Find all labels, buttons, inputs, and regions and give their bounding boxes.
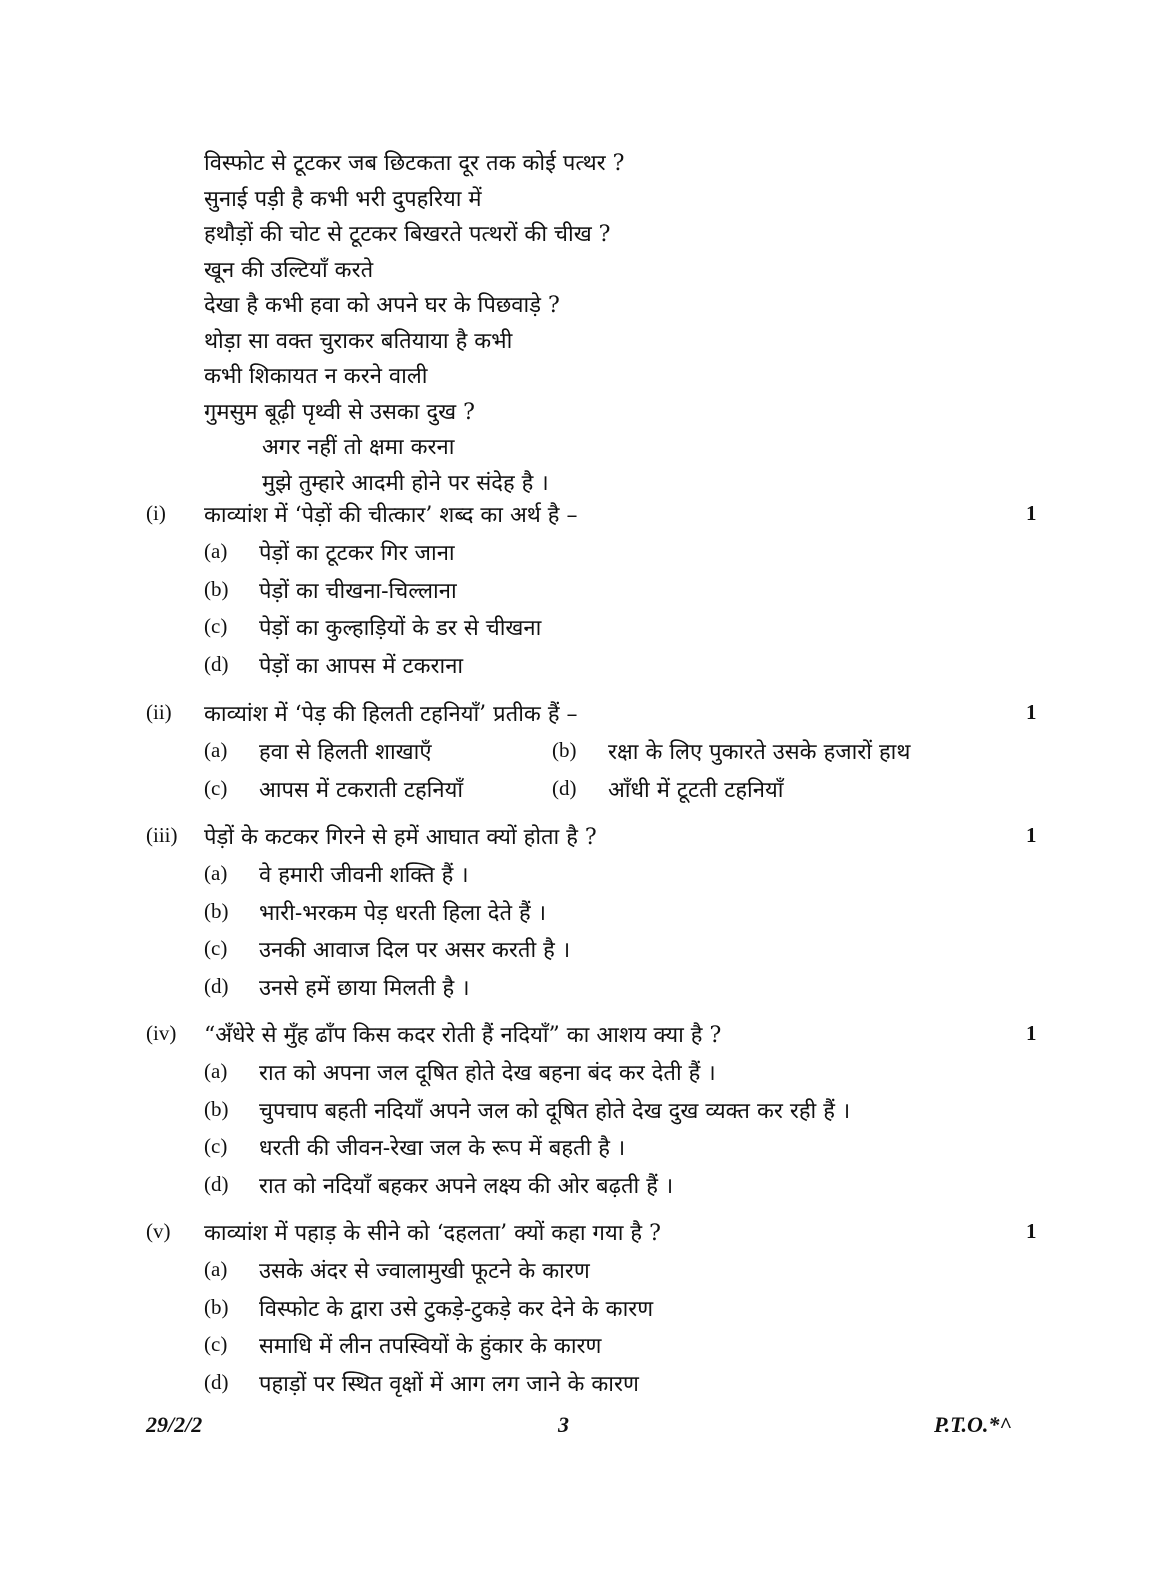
question-marks: 1 — [1026, 1021, 1037, 1045]
pto-label: P.T.O.*^ — [934, 1412, 1012, 1437]
poem-line: खून की उल्टियाँ करते — [204, 257, 374, 283]
option-label: (a) — [204, 861, 228, 885]
question-marks: 1 — [1026, 700, 1037, 724]
question-marks: 1 — [1026, 823, 1037, 847]
option-text: पेड़ों का टूटकर गिर जाना — [259, 541, 455, 566]
option-label: (b) — [204, 576, 229, 601]
question-4 — [0, 1017, 1152, 1205]
option — [0, 1366, 1152, 1404]
question-number: (ii) — [146, 700, 172, 724]
option — [0, 1055, 1152, 1093]
option-label: (a) — [204, 738, 228, 762]
question-text: काव्यांश में ‘पेड़ की हिलती टहनियाँ’ प्रतीक हैं – — [204, 702, 578, 727]
option-label: (b) — [204, 1294, 229, 1319]
option-text: रक्षा के लिए पुकारते उसके हजारों हाथ — [608, 740, 911, 765]
poem-line: देखा है कभी हवा को अपने घर के पिछवाड़े ? — [204, 293, 560, 318]
poem-line: गुमसुम बूढ़ी पृथ्वी से उसका दुख ? — [204, 399, 475, 425]
option-text: रात को नदियाँ बहकर अपने लक्ष्य की ओर बढ़ती हैं । — [259, 1173, 674, 1199]
option — [0, 1093, 1152, 1131]
question-number: (iii) — [146, 823, 178, 847]
option-text: उनकी आवाज दिल पर असर करती है । — [259, 938, 571, 963]
option-label: (c) — [204, 775, 228, 800]
option-text: उसके अंदर से ज्वालामुखी फूटने के कारण — [259, 1259, 590, 1284]
option-text: चुपचाप बहती नदियाँ अपने जल को दूषित होते देख दुख व्यक्त कर रही हैं । — [259, 1098, 851, 1124]
option — [0, 970, 1152, 1008]
option-row — [0, 772, 1152, 810]
option-label: (a) — [204, 1059, 228, 1083]
option-label: (b) — [204, 1096, 229, 1121]
option-label: (c) — [204, 614, 228, 638]
option-label: (d) — [204, 651, 229, 676]
question-marks: 1 — [1026, 1219, 1037, 1243]
poem-line: अगर नहीं तो क्षमा करना — [262, 435, 455, 460]
option — [0, 1168, 1152, 1206]
poem-line: विस्फोट से टूटकर जब छिटकता दूर तक कोई पत्थर ? — [204, 151, 625, 176]
option — [0, 648, 1152, 686]
option-text: समाधि में लीन तपस्वियों के हुंकार के कारण — [259, 1334, 602, 1359]
paper-code: 29/2/2 — [146, 1412, 203, 1437]
question-number: (iv) — [146, 1021, 177, 1045]
option — [0, 573, 1152, 611]
option-text: पेड़ों का आपस में टकराना — [259, 653, 464, 679]
question-3 — [0, 819, 1152, 1007]
page-footer — [0, 1412, 1152, 1442]
option — [0, 610, 1152, 648]
option-label: (b) — [552, 738, 577, 762]
option-text: आपस में टकराती टहनियाँ — [259, 777, 464, 803]
option — [0, 1291, 1152, 1329]
option-text: वे हमारी जीवनी शक्ति हैं । — [259, 863, 469, 888]
question-number: (i) — [146, 501, 166, 525]
option-text: रात को अपना जल दूषित होते देख बहना बंद कर देती हैं । — [259, 1061, 716, 1086]
option-text: विस्फोट के द्वारा उसे टुकड़े-टुकड़े कर देने के कारण — [259, 1296, 654, 1322]
option — [0, 895, 1152, 933]
option-text: धरती की जीवन-रेखा जल के रूप में बहती है । — [259, 1136, 626, 1161]
poem-line: हथौड़ों की चोट से टूटकर बिखरते पत्थरों की चीख ? — [204, 222, 611, 247]
option-label: (a) — [204, 1257, 228, 1281]
poem-line: थोड़ा सा वक्त चुराकर बतियाया है कभी — [204, 328, 513, 354]
option-label: (d) — [204, 1369, 229, 1394]
option-label: (d) — [204, 1171, 229, 1196]
option — [0, 1130, 1152, 1168]
option-label: (c) — [204, 1332, 228, 1356]
option-text: हवा से हिलती शाखाएँ — [259, 740, 432, 765]
option-text: उनसे हमें छाया मिलती है । — [259, 975, 470, 1001]
option-text: पहाड़ों पर स्थित वृक्षों में आग लग जाने के कारण — [259, 1371, 639, 1397]
poem-line: मुझे तुम्हारे आदमी होने पर संदेह है । — [262, 470, 549, 496]
question-text: पेड़ों के कटकर गिरने से हमें आघात क्यों होता है ? — [204, 825, 597, 850]
option-label: (c) — [204, 1134, 228, 1158]
option-label: (b) — [204, 898, 229, 923]
option-label: (c) — [204, 936, 228, 960]
option — [0, 857, 1152, 895]
question-text: काव्यांश में पहाड़ के सीने को ‘दहलता’ क्यों कहा गया है ? — [204, 1221, 661, 1246]
poem-passage — [204, 146, 624, 501]
poem-line: सुनाई पड़ी है कभी भरी दुपहरिया में — [204, 186, 482, 212]
option-text: पेड़ों का चीखना-चिल्लाना — [259, 578, 457, 604]
question-number: (v) — [146, 1219, 171, 1243]
question-2 — [0, 696, 1152, 809]
option-text: भारी-भरकम पेड़ धरती हिला देते हैं । — [259, 900, 547, 926]
question-text: “अँधेरे से मुँह ढाँप किस कदर रोती हैं नदियाँ” का आशय क्या है ? — [204, 1023, 722, 1048]
option — [0, 535, 1152, 573]
question-5 — [0, 1215, 1152, 1403]
question-marks: 1 — [1026, 501, 1037, 525]
option — [0, 932, 1152, 970]
question-text: काव्यांश में ‘पेड़ों की चीत्कार’ शब्द का अर्थ है – — [204, 503, 578, 528]
option-text: आँधी में टूटती टहनियाँ — [608, 777, 784, 803]
page-number: 3 — [558, 1412, 569, 1437]
option-label: (d) — [204, 973, 229, 998]
question-1 — [0, 497, 1152, 685]
poem-line: कभी शिकायत न करने वाली — [204, 364, 428, 389]
option-text: पेड़ों का कुल्हाड़ियों के डर से चीखना — [259, 616, 542, 641]
option-row — [0, 734, 1152, 772]
option — [0, 1253, 1152, 1291]
option-label: (a) — [204, 539, 228, 563]
option — [0, 1328, 1152, 1366]
option-label: (d) — [552, 775, 577, 800]
